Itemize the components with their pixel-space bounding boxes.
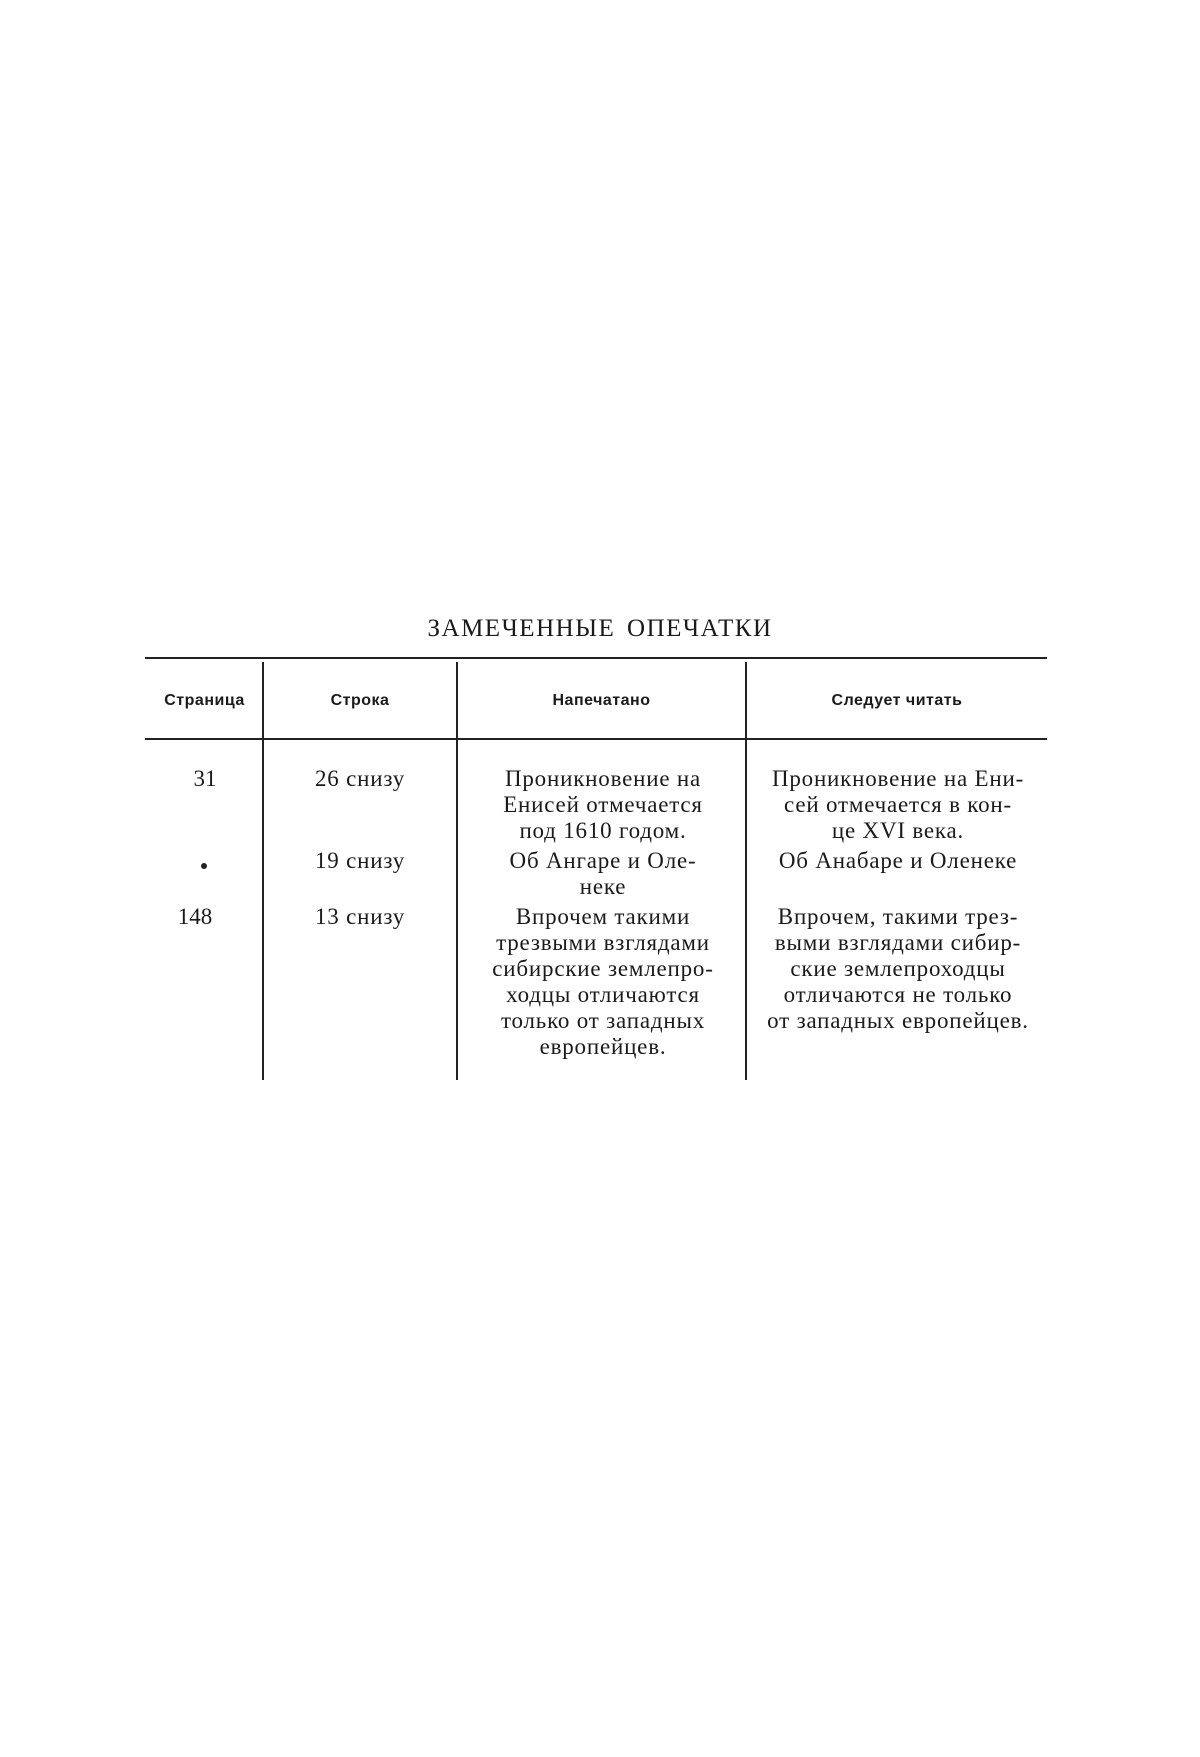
text-line: Об Ангаре и Оле- (509, 848, 697, 873)
text-line: Проникновение на Ени- (771, 766, 1025, 791)
table-row-printed (462, 848, 744, 900)
table-row-should-read (748, 904, 1048, 1034)
text-line: це XVI века. (831, 818, 965, 843)
table-row-line: 13 снизу (314, 904, 406, 929)
text-line: под 1610 годом. (519, 818, 687, 843)
header-line: Строка (330, 692, 390, 709)
errata-title: ЗАМЕЧЕННЫЕ ОПЕЧАТКИ (427, 615, 773, 642)
table-row-line: 26 снизу (314, 766, 406, 791)
table-row-printed (462, 904, 744, 1060)
text-line: от западных европейцев. (767, 1008, 1029, 1033)
table-row-page: 31 (193, 766, 217, 791)
text-line: отличаются не только (783, 982, 1013, 1007)
table-row-should-read (748, 766, 1048, 844)
text-line: трезвыми взглядами (496, 930, 710, 955)
table-row-line: 19 снизу (314, 848, 406, 873)
column-divider-3 (745, 662, 747, 1080)
text-line: европейцев. (539, 1034, 667, 1059)
text-line: сибирские землепро- (492, 956, 714, 981)
table-top-rule (145, 657, 1047, 659)
table-row-printed (462, 766, 744, 844)
text-line: ходцы отличаются (506, 982, 700, 1007)
header-page: Страница (164, 692, 245, 709)
ditto-mark (201, 863, 207, 869)
text-line: неке (579, 874, 627, 899)
text-line: Енисей отмечается (503, 792, 703, 817)
column-divider-2 (456, 662, 458, 1080)
header-should-read: Следует читать (831, 692, 963, 709)
text-line: Впрочем такими (515, 904, 691, 929)
text-line: Впрочем, такими трез- (777, 904, 1019, 929)
table-row-page: 148 (177, 904, 213, 929)
text-line: ские землепроходцы (790, 956, 1006, 981)
text-line: выми взглядами сибир- (774, 930, 1022, 955)
table-header-rule (145, 738, 1047, 740)
text-line: сей отмечается в кон- (784, 792, 1012, 817)
header-printed: Напечатано (552, 692, 651, 709)
text-line: Об Анабаре и Оленеке (778, 848, 1018, 873)
text-line: только от западных (500, 1008, 706, 1033)
table-row-should-read (748, 848, 1048, 874)
text-line: Проникновение на (504, 766, 702, 791)
